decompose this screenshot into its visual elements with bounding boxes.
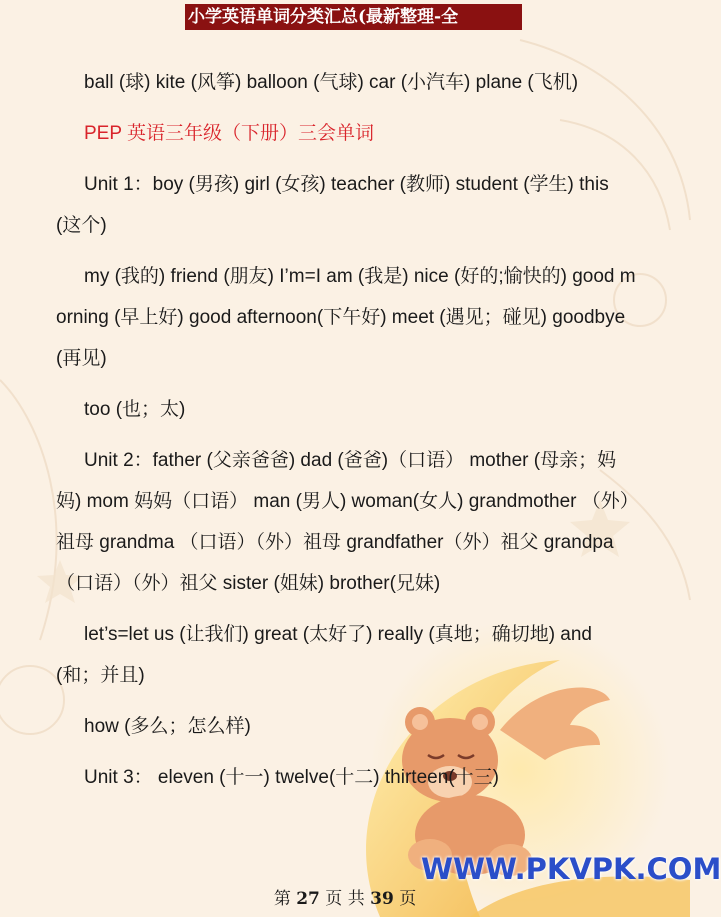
section-title-pep-grade3: PEP 英语三年级（下册）三会单词: [84, 123, 374, 144]
current-page-number: 27: [296, 889, 320, 909]
paragraph-unit1-too: too (也；太): [84, 399, 186, 420]
document-body: [56, 62, 638, 808]
paragraph-unit1-people: Unit 1：boy (男孩) girl (女孩) teacher (教师) student (学生) this (这个): [56, 174, 609, 236]
page-footer: [0, 884, 690, 909]
paragraph-unit2-family: Unit 2：father (父亲爸爸) dad (爸爸)（口语） mother (母亲；妈妈) mom 妈妈（口语） man (男人) woman(女人) grandmother （外）祖母 grandma （口语）（外）祖母 grandfather（外）祖父 grandpa （口语）（外）祖父 sister (姐妹) brother(兄妹): [56, 450, 630, 594]
paragraph-toys: ball (球) kite (风筝) balloon (气球) car (小汽车) plane (飞机): [84, 72, 579, 93]
paragraph-unit1-greetings: my (我的) friend (朋友) I’m=I am (我是) nice (好的;愉快的) good morning (早上好) good afternoon(下午好) meet (遇见；碰见) goodbye (再见): [56, 266, 636, 369]
paragraph-unit2-phrases: let’s=let us (让我们) great (太好了) really (真地；确切地) and (和；并且): [56, 624, 593, 686]
paragraph-unit2-how: how (多么；怎么样): [84, 716, 251, 737]
document-header-title: 小学英语单词分类汇总(最新整理-全: [185, 4, 522, 30]
total-page-count: 39: [370, 889, 394, 909]
footer-middle: 页 共: [325, 889, 365, 909]
paragraph-unit3-numbers: Unit 3： eleven (十一) twelve(十二) thirteen(十三): [84, 767, 499, 788]
footer-prefix: 第: [273, 889, 291, 909]
footer-suffix: 页: [399, 889, 417, 909]
site-watermark: WWW.PKVPK.COM: [421, 852, 721, 886]
